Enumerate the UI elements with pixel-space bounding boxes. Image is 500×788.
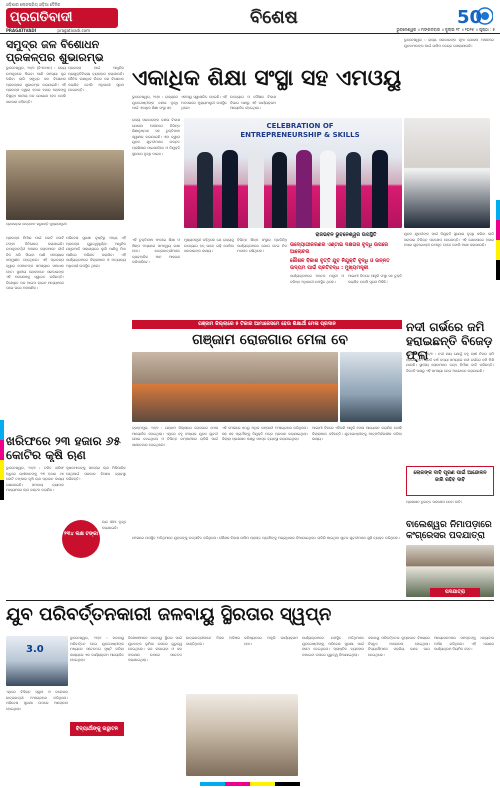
story-1-caption: ପ୍ରକଳ୍ପର ଉଦ୍‌ଘାଟନ କରୁଛନ୍ତି ମୁଖ୍ୟମନ୍ତ୍ରୀ। bbox=[6, 222, 68, 226]
story-4-body-1: ବ୍ରହ୍ମପୁର, ୨୭/୭ : ଗଞ୍ଜାମ ଜିଲ୍ଲାରେ ରୋଜଗାର ମେଳା ଆୟୋଜିତ ହୋଇଥିଲା। ଏଥିରେ ବହୁ ସଂଖ୍ୟକ ଯୁବକ ଯୁବତୀ ଯୋଗ ଦେଇଥିଲେ ଓ ବିଭିନ୍ନ କମ୍ପାନୀରେ ଚାକିରି ପାଇଁ ସାକ୍ଷାତକାର ଦେଇଥିଲେ। bbox=[132, 426, 218, 447]
story-7-body-3: ବିଶେଷଜ୍ଞମାନେ ଜଳବାୟୁ ସ୍ଥିରତା ପାଇଁ ଯୁବକଙ୍କ ଭୂମିକା ଉପରେ ଗୁରୁତ୍ୱ ଦେଇଥିଲେ। ଗଛ ଲଗାଇବା ଓ ଜଳ ସଂରକ୍ଷଣ ଉପରେ ସଚେତନ କରାଯାଇଥିଲା। bbox=[128, 636, 182, 663]
story-3-body-1: ଭୁବନେଶ୍ୱର, ୨୭/୭ : ଚଳିତ ଖରିଫ ଋତୁରେ ଚାଷୀମାନଙ୍କୁ ୨୩ ହଜାର ୬୫ କୋଟି ଟଙ୍କାର କୃଷି ଋଣ ପ୍ରଦାନ ଲକ୍ଷ୍ୟ ରଖାଯାଇଛି। ସମବାୟ ବ୍ୟାଙ୍କ ମାଧ୍ୟମରେ ଋଣ ବଣ୍ଟନ କରାଯିବ। bbox=[6, 466, 64, 493]
story-1-photo bbox=[6, 150, 124, 220]
person-silhouette bbox=[372, 150, 388, 228]
story-4-headline: ଗଞ୍ଜାମ ରୋଜଗାର ମେଳା ବେ bbox=[192, 332, 348, 348]
story-4-photo-b bbox=[340, 352, 402, 422]
story-7-badge: ବିଦ୍ୟାର୍ଥୀଙ୍କୁ ଉଦ୍ଘାଟନ bbox=[70, 722, 124, 736]
masthead-tagline: ଓଡ଼ିଶାର ଲୋକପ୍ରିୟ ଓଡ଼ିଆ ଦୈନିକ bbox=[6, 2, 61, 7]
story-1-body-col2: ପ୍ରକଳ୍ପ ପାଇଁ ଆଧୁନିକ ପ୍ରଯୁକ୍ତିବିଦ୍ୟା ବ୍ୟବହାର କରାଯାଉଛି। ଦୈନିକ ଲକ୍ଷାଧିକ ଲିଟର ଜଳ ବିଶୋଧନ କରାଯିବ ବୋଲି ଅଧିକାରୀ ସୂଚନା ଦେଇଛନ୍ତି। bbox=[68, 66, 124, 93]
story-7-photo bbox=[6, 636, 68, 686]
story-7-body-4: ଛାତ୍ରଛାତ୍ରୀମାନେ ନିଜର ଅଭିଜ୍ଞତା ବାଣ୍ଟିଥିଲେ। bbox=[186, 636, 240, 646]
story-7-headline: ଯୁବ ପରିବର୍ତ୍ତନକାରୀ ଜଳବାୟୁ ସ୍ଥିରତାର ସ୍ୱପ୍ନ bbox=[6, 604, 332, 625]
story-6-banner: ପଦଯାତ୍ରା bbox=[430, 588, 480, 597]
person-silhouette bbox=[197, 152, 213, 228]
section-rule bbox=[6, 600, 494, 601]
story-7-body-8: ଆୟୋଜକମାନେ ସମସ୍ତଙ୍କୁ ଧନ୍ୟବାଦ ଅର୍ପଣ କରିଥିଲେ। ଏହି ଧରଣର କାର୍ଯ୍ୟକ୍ରମ ନିୟମିତ ହେବ। bbox=[434, 636, 494, 652]
story-4-body-2: ଏହି ମେଳାରେ ୫୦ରୁ ଅଧିକ କମ୍ପାନୀ ଅଂଶଗ୍ରହଣ କରିଥିଲେ। ଶହ ଶହ ପ୍ରାର୍ଥୀଙ୍କୁ ନିଯୁକ୍ତି ପତ୍ର ପ୍ରଦାନ କରାଯାଇଥିଲା। ଜିଲ୍ଲା ପ୍ରଶାସନ ପକ୍ଷରୁ ସମସ୍ତ ବ୍ୟବସ୍ଥା କରାଯାଇଥିଲା। bbox=[222, 426, 308, 442]
story-3-body-3: ଋଣ ସୀମା ବୃଦ୍ଧି କରାଯାଇଛି। bbox=[102, 520, 126, 530]
masthead bbox=[0, 0, 500, 34]
story-2-body-col3: ଉଦ୍ୟୋଗ ଓ କୌଶଳ ବିକାଶ ବିଭାଗ ପକ୍ଷରୁ ଏହି କାର୍ଯ୍ୟକ୍ରମ ଆୟୋଜିତ ହୋଇଥିଲା। bbox=[230, 95, 276, 111]
story-1-body-cont: ପ୍ରକଳ୍ପ ନିର୍ମାଣ ପାଇଁ କୋଟି କୋଟି ଟଙ୍କା ବିନିଯୋଗ କରାଯାଇଛି। ଉପକୂଳବର୍ତ୍ତୀ ଅଞ୍ଚଳର ଲୋକମାନେ ଦୀର୍ଘ ଦିନ ଧରି ପିଇବା ପାଣି ସମସ୍ୟାର ସମ୍ମୁଖୀନ ହେଉଥିଲେ। ଏହି ପ୍ରକଳ୍ପ ଦ୍ୱାରା ସେମାନଙ୍କ ସମସ୍ୟାର ସମାଧାନ ହେବ। ସ୍ଥାନୀୟ ଲୋକମାନେ ସରକାରଙ୍କ ଏହି ପଦକ୍ଷେପକୁ ସ୍ୱାଗତ କରିଛନ୍ତି। ବିଶୋଧିତ ଜଳ ପାଇପ ଲାଇନ ମାଧ୍ୟମରେ ଘରେ ଘରେ ପହଞ୍ଚାଯିବ। bbox=[6, 236, 64, 291]
story-2-body-mid3: ବିଭିନ୍ନ ଶିଳ୍ପ ସଂସ୍ଥାର ପ୍ରତିନିଧି କାର୍ଯ୍ୟକ୍ରମରେ ଯୋଗ ଦେଇ ନିଜ ମତାମତ ରଖିଥିଲେ। bbox=[237, 238, 287, 254]
logo-text: ପ୍ରଗତିବାଦୀ bbox=[10, 10, 73, 25]
story-2-body-col2: ଏମଓୟୁ ସ୍ୱାକ୍ଷରିତ ହୋଇଛି। ଏହି ଅବସରରେ ମୁଖ୍ୟମନ୍ତ୍ରୀ ଉପସ୍ଥିତ ଥିଲେ। bbox=[181, 95, 227, 111]
section-title: ବିଶେଷ bbox=[250, 7, 298, 28]
story-7-body-1: ଭୁବନେଶ୍ୱର, ୨୭/୭ : ଜଳବାୟୁ ପରିବର୍ତ୍ତନ ନେଇ ଯୁବଗୋଷ୍ଠୀଙ୍କ ମଧ୍ୟରେ ସଚେତନତା ସୃଷ୍ଟି କରିବା ଲକ୍ଷ୍ୟରେ ଏକ କାର୍ଯ୍ୟକ୍ରମ ଆୟୋଜିତ ହୋଇଥିଲା। bbox=[70, 636, 124, 663]
story-4-body-4: ମେଳାରେ ଉପସ୍ଥିତ ଅତିଥିମାନେ ଯୁବକଙ୍କୁ ଉତ୍ସାହିତ କରିଥିଲେ। କୌଶଳ ବିକାଶ ତାଲିମ ପ୍ରାପ୍ତ ପ୍ରାର୍ଥୀଙ୍କୁ ଅଗ୍ରାଧିକାର ଦିଆଯାଇଥିଲା। ଚାକିରି ପାଇଥିବା ଯୁବକ ଯୁବତୀମାନେ ଖୁସି ବ୍ୟକ୍ତ କରିଥିଲେ। bbox=[132, 536, 400, 540]
logo-sub-name: PRAGATIVADI bbox=[6, 28, 37, 33]
story-3-body-2: କୃଷକମାନଙ୍କୁ ସହଜରେ ଋଣ ମିଳିପାରିବ ସେଥିପାଇଁ ସରକାର ବିଶେଷ ବ୍ୟବସ୍ଥା କରିଛନ୍ତି। bbox=[66, 466, 126, 482]
story-3-badge bbox=[62, 520, 100, 558]
story-2-body-mid4: କାର୍ଯ୍ୟକ୍ରମରେ ଅନେକ ମନ୍ତ୍ରୀ ଓ ବରିଷ୍ଠ ଅଧିକାରୀ ଉପସ୍ଥିତ ଥିଲେ। bbox=[290, 274, 344, 284]
anniversary-number: 50 bbox=[457, 7, 483, 28]
story-3-headline: ଖରିଫରେ ୨୩ ହଜାର ୬୫ କୋଟିର କୃଷି ଋଣ bbox=[6, 434, 121, 462]
anniversary-logo-icon bbox=[455, 3, 493, 29]
story-2-photo-b bbox=[404, 118, 490, 228]
story-right-body-top: ଭୁବନେଶ୍ୱର : ରାଜ୍ୟ ସରକାରଙ୍କ ନୂଆ ଯୋଜନା ଅଧୀନରେ ଯୁବକମାନଙ୍କ ପାଇଁ ତାଲିମ କେନ୍ଦ୍ର ଖୋଲାଯାଉଛି। bbox=[404, 38, 494, 48]
story-1-headline: ସମୁଦ୍ର ଜଳ ବିଶୋଧନ ପ୍ରକଳ୍ପର ଶୁଭାରମ୍ଭ bbox=[6, 38, 104, 64]
story-right-body-mid: ଯୁବକ ଯୁବତୀଙ୍କ ପାଇଁ ନିଯୁକ୍ତି ସୁଯୋଗ ବୃଦ୍ଧି କରିବା ଲାଗି ସରକାର ବିଭିନ୍ନ ପଦକ୍ଷେପ ନେଉଛନ୍ତି। ଏହି ଯୋଜନାରେ ହଜାର ହଜାର ଯୁବଗୋଷ୍ଠୀ ଉପକୃତ ହେବେ ବୋଲି ଆଶା କରାଯାଉଛି। bbox=[404, 232, 494, 248]
story-2-body-mid1: ଏହି ଚୁକ୍ତିନାମା ଫଳରେ ଶିକ୍ଷା ଓ ଶିଳ୍ପ ମଧ୍ୟରେ ସମନ୍ୱୟ ରକ୍ଷା ହେବ। ଛାତ୍ରଛାତ୍ରୀମାନେ ବ୍ୟବହାରିକ ଜ୍ଞାନ ଆହରଣ କରିପାରିବେ। bbox=[132, 238, 180, 265]
story-2-photo-caption: CELEBRATION OF ENTREPRENEURSHIP & SKILLS bbox=[240, 122, 360, 139]
story-2-body-mid5: ଆଗାମୀ ଦିନରେ ଆହୁରି ସଂସ୍ଥା ସହ ଚୁକ୍ତି କରାଯିବ ବୋଲି ସୂଚନା ମିଳିଛି। bbox=[348, 274, 402, 284]
story-5-body-1: କେନ୍ଦ୍ରାପଡ଼ା, ୨୭/୭ : ନଦୀ କ୍ଷୟ ଯୋଗୁଁ ବହୁ ଚାଷୀ ନିଜର ଜମି ହରାଇଛନ୍ତି। ପ୍ରତି ବର୍ଷ ବନ୍ୟା ସମୟରେ ନଦୀ ଗର୍ଭରେ ଜମି ମିଶି ଯାଉଛି। ସ୍ଥାନୀୟ ଲୋକମାନେ ବନ୍ଧ ନିର୍ମାଣ ଦାବି କରିଛନ୍ତି। ବିଜେଡି ପକ୍ଷରୁ ଏହି ସମସ୍ୟା ନେଇ ଆନ୍ଦୋଳନ କରାଯାଇଛି। bbox=[406, 352, 494, 373]
story-7-body-5: ଭବିଷ୍ୟତରେ ଆହୁରି କାର୍ଯ୍ୟକ୍ରମ ହେବ। bbox=[244, 636, 298, 646]
person-silhouette bbox=[248, 150, 264, 228]
dateline: ଭୁବନେଶ୍ୱର ॥ ମଙ୍ଗଳବାର ॥ ଜୁଲାଇ ୨୮ ॥ ୨୦୨୫ ॥ ପୃଷ୍ଠା : ୫ bbox=[396, 27, 495, 32]
story-7-body-2: ଏଥିରେ ବିଭିନ୍ନ ସ୍କୁଲ ଓ କଲେଜର ଛାତ୍ରଛାତ୍ରୀ ଅଂଶଗ୍ରହଣ କରିଥିଲେ। ପରିବେଶ ସୁରକ୍ଷା ଉପରେ ଆଲୋଚନା ହୋଇଥିଲା। bbox=[6, 690, 68, 711]
story-5-body-2: ପ୍ରଶାସନ ତୁରନ୍ତ ପଦକ୍ଷେପ ନେବା ଦାବି। bbox=[406, 500, 463, 504]
story-5-pullquote bbox=[406, 466, 494, 496]
color-bar bbox=[0, 420, 4, 500]
story-7-body-6: କାର୍ଯ୍ୟକ୍ରମରେ ଉପସ୍ଥିତ ଅତିଥିମାନେ ଯୁବଗୋଷ୍ଠୀଙ୍କୁ ପରିବେଶ ସୁରକ୍ଷା ପାଇଁ ଶପଥ ଦେଇଥିଲେ। ପ୍ଲାଷ୍ଟିକ ବ୍ୟବହାର କମାଇବା ଉପରେ ଗୁରୁତ୍ୱ ଦିଆଯାଇଥିଲା। bbox=[302, 636, 364, 657]
story-1-body-cont2: ପରିବେଶ ସୁରକ୍ଷା ଦୃଷ୍ଟିରୁ ମଧ୍ୟ ଏହି ପ୍ରକଳ୍ପ ଗୁରୁତ୍ୱପୂର୍ଣ୍ଣ। ଆଧୁନିକ ଯନ୍ତ୍ରପାତି ସାହାଯ୍ୟରେ ଲୁଣି ପାଣିକୁ ମିଠା ପାଣିରେ ପରିଣତ କରାଯିବ। ଏହି କାର୍ଯ୍ୟକ୍ରମରେ ଜିଲ୍ଲାପାଳ ଓ ଅନ୍ୟାନ୍ୟ ଅଧିକାରୀ ଉପସ୍ଥିତ ଥିଲେ। bbox=[66, 236, 126, 268]
story-4-kicker: ଗଞ୍ଜାମ ଜିଲ୍ଲାରେ ୫ ଟିକାର ଆମାକେସମେ ହେଉ ଶିକ୍ଷାର୍ଥୀ ମେଳା ପ୍ରଦାନ bbox=[132, 320, 402, 329]
story-1-body: ଭୁବନେଶ୍ୱର, ୨୭/୭ (ବିଏସଏନ) : ରାଜ୍ୟ ଉପକୂଳରେ ପିଇବା ପାଣି ସମସ୍ୟା ଦୂର କରିବା ଲାଗି ସମୁଦ୍ର ଜଳ ବିଶୋଧନ ପ୍ରକଳ୍ପର ଶୁଭାରମ୍ଭ କରାଯାଇଛି। ଏହି ପ୍ରକଳ୍ପ ଦ୍ୱାରା ହଜାର ହଜାର ଲୋକଙ୍କୁ ବିଶୁଦ୍ଧ ପାନୀୟ ଜଳ ଯୋଗାଣ ହେବ ବୋଲି ସରକାର କହିଛନ୍ତି। bbox=[6, 66, 66, 104]
story-5-pullquote-text: ଲୋକଙ୍କ ଦାବି ପୂରଣ ପାଇଁ ଆନ୍ଦୋଳନ ଜାରି ରହିବ ଦାବି bbox=[413, 470, 487, 483]
person-silhouette bbox=[296, 150, 312, 228]
story-4-body-3: ଆଗାମୀ ଦିନରେ ଏହିଭଳି ଆହୁରି ମେଳା ଆୟୋଜନ କରାଯିବ ବୋଲି ଜିଲ୍ଲାପାଳ କହିଛନ୍ତି। ଯୁବଗୋଷ୍ଠୀଙ୍କୁ ଆତ୍ମନିର୍ଭରଶୀଳ କରିବା ଲକ୍ଷ୍ୟ। bbox=[312, 426, 402, 442]
story-6-headline: ବାଲେଶ୍ୱର ନିମାପଡ଼ାରେ କଂଗ୍ରେସର ପଦଯାତ୍ରା bbox=[406, 520, 492, 541]
story-2-point-2: କୌଶଳ ବିକାଶ ବୃତ୍ତି ଯୁବ ନିଯୁକ୍ତି ବୃଦ୍ଧି ଓ ଉନ୍ନତ ଉଦ୍ୟମ ପାଇଁ ପ୍ରତିବଦ୍ଧ : ମୁଖ୍ୟମନ୍ତ୍ରୀ bbox=[290, 258, 390, 271]
color-bar bbox=[200, 782, 300, 786]
story-3-badge-text: ୨୩୪ ଲକ୍ଷ ଟଙ୍କା bbox=[64, 531, 98, 537]
person-silhouette bbox=[272, 152, 287, 228]
story-4-photo bbox=[132, 352, 338, 422]
masthead-rule bbox=[0, 33, 500, 34]
story-2-headline: ଏକାଧିକ ଶିକ୍ଷା ସଂସ୍ଥା ସହ ଏମଓୟୁ bbox=[132, 66, 402, 91]
color-bar bbox=[496, 200, 500, 280]
story-7-body-7: ଜଳବାୟୁ ପରିବର୍ତ୍ତନର କୁପ୍ରଭାବ ବିଷୟରେ ବିସ୍ତୃତ ଆଲୋଚନା ହୋଇଥିଲା। ବିଦ୍ୟାର୍ଥୀମାନେ ସକ୍ରିୟ ଭାବେ ଭାଗ ନେଇଥିଲେ। bbox=[368, 636, 430, 657]
story-2-body-left: ରାଜ୍ୟ ସରକାରଙ୍କ ଦକ୍ଷତା ବିକାଶ ଯୋଜନା ଅଧୀନରେ ବିଭିନ୍ନ ଶିକ୍ଷାନୁଷ୍ଠାନ ସହ ଚୁକ୍ତିନାମା ସ୍ୱାକ୍ଷର କରାଯାଇଛି। ଏହା ଦ୍ୱାରା ଯୁବକ ଯୁବତୀମାନେ ଉନ୍ନତ ପ୍ରଶିକ୍ଷଣ ପାଇପାରିବେ ଓ ନିଯୁକ୍ତି ସୁଯୋଗ ବୃଦ୍ଧି ପାଇବ। bbox=[132, 118, 180, 156]
person-silhouette bbox=[346, 152, 361, 228]
person-silhouette bbox=[320, 150, 336, 228]
website[interactable]: pragativadi.com bbox=[57, 28, 90, 33]
story-2-body-col1: ଭୁବନେଶ୍ୱର, ୨୭/୭ : ରାଜ୍ୟରେ ଯୁବଗୋଷ୍ଠୀଙ୍କ ଦକ୍ଷତା ବୃଦ୍ଧି ପାଇଁ ଏକାଧିକ ଶିକ୍ଷା ସଂସ୍ଥା ସହ bbox=[132, 95, 178, 111]
story-2-point-1: ଉଦ୍ୟୋଗୀକରଣର ଏଣ୍ଟାଇ ଦକ୍ଷତାର ବୃଦ୍ଧି ଉପରେ ଆଲୋଚନା bbox=[290, 242, 389, 255]
person-silhouette bbox=[222, 150, 238, 228]
story-7-photo-label: 3.0 bbox=[26, 644, 44, 655]
story-2-subhead: ରାଜଭବନ ଭୁବନେଶ୍ୱର ଉପସ୍ଥିତି bbox=[315, 232, 377, 238]
story-5-headline: ନଦୀ ଗର୍ଭରେ ଜମି ହରାଇଛନ୍ତି ବିଜେଡ଼ ଫ୍ଲା bbox=[406, 320, 493, 362]
story-7-photo-b bbox=[186, 694, 298, 776]
story-2-body-mid2: ମୁଖ୍ୟମନ୍ତ୍ରୀ କହିଥିଲେ ଯେ ରାଜ୍ୟକୁ ଉଦ୍ୟୋଗ ହବ୍ ଭାବେ ଗଢ଼ି ତୋଳିବା ସରକାରଙ୍କ ଲକ୍ଷ୍ୟ। bbox=[184, 238, 234, 254]
